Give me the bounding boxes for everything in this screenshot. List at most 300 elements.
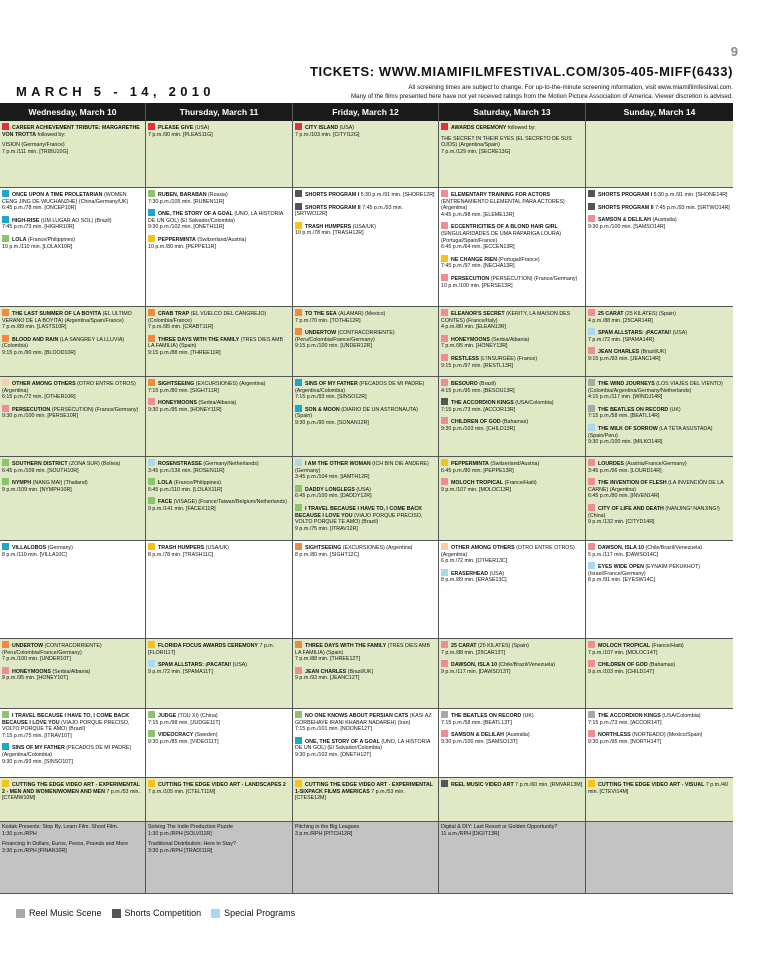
film-title: NO ONE KNOWS ABOUT PERSIAN CATS (305, 713, 409, 719)
program-color-icon (441, 222, 448, 229)
screening-detail: 9:15 p.m./97 min. [RESTL13R] (441, 362, 514, 369)
screening-notice (351, 83, 733, 101)
screening-detail: 7 p.m./129 min. [SECRE13G] (441, 148, 511, 155)
film-title: MOLOCH TROPICAL (451, 480, 504, 487)
screening-detail: 7:15 p.m./73 min. [ACCOR14T] (588, 719, 662, 726)
screening-detail: 9:30 p.m./100 min. [MILKO14R] (588, 439, 663, 446)
notice-line-2: Many of the films presented here have not yet received ratings from the Motion Picture Association of America. Viewer discretion is advised. (351, 93, 733, 100)
program-color-icon (2, 641, 9, 648)
schedule-cell (439, 457, 586, 541)
screening-entry[interactable] (441, 780, 583, 789)
schedule-cell (0, 822, 146, 894)
screening-detail: Pitching in the Big Leagues (295, 824, 360, 830)
screening-entry[interactable] (148, 824, 290, 837)
screening-entry[interactable] (441, 569, 583, 584)
screening-detail: 7 p.m./90 min. [PLEAS11G] (148, 131, 213, 138)
film-title: THE INVENTION OF FLESH (598, 480, 667, 487)
film-title: TO THE SEA (305, 311, 337, 317)
program-color-icon (588, 504, 595, 511)
screening-detail: 9 p.m./107 min. [MOLOC13R] (441, 486, 512, 493)
film-title: THE MILK OF SORROW (598, 425, 658, 432)
screening-entry[interactable] (148, 478, 290, 493)
screening-detail: (25 KILATES) (Spain) (625, 311, 676, 317)
screening-entry[interactable] (588, 504, 731, 526)
screening-detail: (VIAJO PORQUE PRECISO, VOLTO PORQUE TE AMO) (Brazil) (2, 719, 130, 733)
screening-detail: (USA/Colombia) (662, 713, 701, 719)
program-color-icon (588, 478, 595, 485)
screening-entry[interactable] (588, 405, 731, 420)
screening-detail: (UNO, LA HISTORIA DE UN GOL) (El Salvador/Colombia) (148, 211, 284, 224)
screening-entry[interactable] (441, 255, 583, 270)
program-color-icon (2, 478, 9, 485)
screening-entry[interactable] (295, 543, 436, 558)
film-title: JUDGE (158, 713, 177, 719)
screening-entry[interactable] (441, 379, 583, 394)
film-title: SINS OF MY FATHER (305, 381, 358, 387)
screening-entry[interactable] (148, 123, 290, 138)
screening-entry[interactable] (441, 398, 583, 413)
screening-entry[interactable] (148, 190, 290, 205)
program-color-icon (295, 309, 302, 316)
notice-line-1: All screening times are subject to change. For up-to-the-minute screening information, visit www.miamifilmfestival.com. (408, 84, 733, 91)
program-color-icon (148, 711, 155, 718)
screening-entry[interactable] (441, 660, 583, 675)
screening-detail: (LA SANGREY LA LLUVIA) (Colombia) (2, 336, 125, 350)
screening-entry[interactable] (588, 543, 731, 558)
screening-entry[interactable] (2, 235, 143, 250)
screening-entry[interactable] (295, 667, 436, 682)
screening-entry[interactable] (148, 309, 290, 331)
schedule-cell (146, 822, 293, 894)
screening-detail: (Serbia/Albania) (491, 336, 530, 343)
screening-detail: (ZONA SUR) (Bolivia) (69, 461, 121, 467)
screening-detail: 7 p.m./105 min. [CTELT11M] (148, 788, 216, 795)
screening-entry[interactable] (2, 216, 143, 231)
screening-detail: (Brazil/UK) (347, 668, 374, 675)
screening-detail: THE SECRET IN THEIR EYES (EL SECRETO DE SUS OJOS) (Argentina/Spain) (441, 135, 572, 149)
screening-detail: 7:15 p.m./75 min. [ITRAV10T] (2, 732, 72, 739)
screening-detail: 3:45 p.m./96 min. [LOURD14R] (588, 467, 662, 474)
legend (16, 908, 305, 918)
schedule-cell (0, 541, 146, 639)
screening-detail: 7:30 p.m./105 min. [RUBEN11R] (148, 198, 225, 205)
film-title: ONE, THE STORY OF A GOAL (305, 738, 380, 745)
program-color-icon (588, 215, 595, 222)
tickets-heading: TICKETS: WWW.MIAMIFILMFESTIVAL.COM/305-405-MIFF(6433) (309, 64, 733, 79)
legend-swatch-icon (211, 909, 220, 918)
film-title: HONEYMOONS (158, 400, 197, 407)
screening-entry[interactable] (588, 424, 731, 446)
film-title: THREE DAYS WITH THE FAMILY (158, 336, 240, 343)
program-color-icon (441, 123, 448, 130)
program-color-icon (588, 424, 595, 431)
screening-entry[interactable] (2, 123, 143, 138)
screening-entry[interactable] (441, 543, 583, 565)
screening-entry[interactable] (148, 543, 290, 558)
film-title: SIGHTSEEING (158, 381, 195, 387)
screening-entry[interactable] (2, 641, 143, 663)
screening-detail: (France/Haiti) (651, 643, 684, 649)
program-color-icon (2, 235, 9, 242)
program-color-icon (588, 780, 595, 787)
film-title: SON & MOON (305, 406, 340, 413)
program-color-icon (2, 123, 9, 130)
screening-detail: 9:15 p.m./88 min. [THREE11R] (148, 349, 221, 356)
screening-detail: (UK) (669, 406, 681, 413)
screening-detail: (USA) (672, 330, 688, 337)
screening-detail: 8 p.m./89 min. [ERASE13C] (441, 577, 507, 584)
program-color-icon (148, 123, 155, 130)
screening-detail: 7:15 p.m./80 min. [SIGHT11R] (148, 387, 219, 394)
screening-entry[interactable] (441, 417, 583, 432)
screening-detail: (UM LUGAR AO SOL) (Brazil) (40, 217, 112, 224)
screening-entry[interactable] (588, 309, 731, 324)
screening-entry[interactable] (441, 123, 583, 132)
screening-detail: 7:15 p.m./58 min. [BEATL13T] (441, 719, 512, 726)
screening-detail: 3:30 p.m./RPH [FINAN10R] (2, 847, 67, 854)
screening-detail: (UNO, LA HISTORIA DE UN GOL) (El Salvador/Colombia) (295, 738, 431, 752)
screening-entry[interactable] (588, 203, 731, 212)
screening-detail: (Bahamas) (649, 662, 676, 669)
screening-detail: 9:30 p.m./103 min. [CHILD13R] (441, 425, 515, 432)
screening-entry[interactable] (588, 215, 731, 230)
screening-detail: 7 p.m./111 min. [TRIBU10G] (2, 148, 69, 155)
screening-entry[interactable] (148, 379, 290, 394)
schedule-cell (146, 307, 293, 377)
screening-entry[interactable] (441, 711, 583, 726)
screening-entry[interactable] (441, 478, 583, 493)
screening-detail: (LA INVENCIÓN DE LA CARNE) (Argentina) (588, 480, 724, 493)
program-color-icon (2, 459, 9, 466)
film-title: AWARDS CEREMONY (451, 125, 507, 131)
film-title: ERASERHEAD (451, 570, 489, 577)
film-title: CITY ISLAND (305, 125, 339, 131)
screening-entry[interactable] (2, 379, 143, 401)
screening-detail: (Sweden) (194, 732, 218, 739)
program-color-icon (441, 255, 448, 262)
film-title: TRASH HUMPERS (158, 545, 205, 551)
screening-entry[interactable] (2, 405, 143, 420)
screening-entry[interactable] (148, 711, 290, 726)
screening-detail: (Serbia/Albania) (198, 400, 237, 407)
program-color-icon (441, 730, 448, 737)
screening-detail: 7:45 p.m./97 min. [NECHA13R] (441, 263, 515, 270)
screening-detail: 6 p.m./72 min. [OTHER13C] (441, 558, 508, 565)
screening-detail: (France/Haiti) (504, 480, 537, 487)
program-color-icon (441, 459, 448, 466)
film-title: HIGH-RISE (12, 217, 40, 224)
screening-entry[interactable] (295, 485, 436, 500)
screening-detail: (L'INSURGÉE) (France) (480, 355, 538, 362)
program-color-icon (148, 543, 155, 550)
screening-entry[interactable] (295, 711, 436, 733)
program-color-icon (148, 209, 155, 216)
film-title: DAWSON, ISLA 10 (451, 662, 498, 669)
screening-detail: 6:45 p.m./78 min. [ONCEP10R] (2, 205, 76, 212)
legend-item (16, 908, 102, 918)
screening-detail: 7 p.m./100 min. [UNDER10T] (2, 656, 71, 663)
program-color-icon (148, 398, 155, 405)
screening-entry[interactable] (295, 737, 436, 759)
film-title: ONE, THE STORY OF A GOAL (158, 211, 233, 218)
screening-detail: (Switzerland/Austria) (197, 236, 247, 243)
schedule-cell (293, 709, 439, 778)
schedule-cell (293, 121, 439, 188)
film-title: VILLALOBOS (12, 545, 47, 551)
screening-entry[interactable] (441, 641, 583, 656)
screening-detail: Kodak Presents: Stop By. Learn Film. Shoot Film. (2, 824, 119, 830)
screening-detail: (PERSÉCUTION) (France/Germany) (490, 275, 578, 282)
screening-entry[interactable] (295, 379, 436, 401)
screening-detail: 7 p.m./103 min. [CITYI12G] (295, 131, 360, 138)
screening-entry[interactable] (2, 478, 143, 493)
screening-entry[interactable] (588, 379, 731, 401)
screening-detail: 7:15 p.m./93 min. [SINSO12R] (295, 394, 367, 401)
screening-entry[interactable] (2, 190, 143, 212)
program-color-icon (441, 190, 448, 197)
screening-entry[interactable] (148, 641, 290, 656)
screening-entry[interactable] (295, 780, 436, 802)
schedule-cell (146, 121, 293, 188)
screening-detail: (ALAMAR) (Mexico) (338, 311, 386, 317)
screening-detail: Solving The Indie Production Puzzle (148, 824, 233, 830)
screening-entry[interactable] (2, 309, 143, 331)
screening-detail: (WOMEN CENG JING DE WUCHANZHE) (China/Germany/UK) (2, 192, 129, 205)
screening-entry[interactable] (2, 142, 143, 155)
screening-entry[interactable] (295, 459, 436, 481)
screening-entry[interactable] (2, 824, 143, 837)
screening-entry[interactable] (441, 730, 583, 745)
screening-entry[interactable] (148, 730, 290, 745)
screening-detail: (Russia) (208, 192, 228, 198)
film-title: PLEASE GIVE (158, 125, 194, 131)
screening-detail: 3:45 p.m./104 min. [IAMTH12R] (295, 474, 370, 481)
screening-entry[interactable] (588, 660, 731, 675)
film-title: CUTTING THE EDGE VIDEO ART - VISUAL (598, 782, 705, 788)
screening-entry[interactable] (148, 780, 290, 795)
film-title: FLORIDA FOCUS AWARDS CEREMONY (158, 643, 258, 649)
film-title: SHORTS PROGRAM II (305, 204, 361, 211)
program-color-icon (295, 543, 302, 550)
screening-detail: (Austria/France/Germany) (625, 461, 687, 467)
screening-detail: 7:45 p.m./73 min. [HIGHR10R] (2, 224, 75, 231)
screening-entry[interactable] (441, 136, 583, 156)
film-title: TRASH HUMPERS (305, 223, 352, 230)
program-color-icon (441, 569, 448, 576)
schedule-cell (146, 377, 293, 457)
screening-detail: 6:45 p.m./80 min. [PEPPE13R] (441, 467, 514, 474)
film-title: THE ACCORDION KINGS (598, 713, 661, 719)
legend-label: Reel Music Scene (29, 908, 102, 918)
screening-entry[interactable] (148, 398, 290, 413)
film-title: REEL MUSIC VIDEO ART (451, 782, 514, 788)
screening-entry[interactable] (148, 841, 290, 854)
film-title: BESOURO (451, 381, 478, 387)
screening-entry[interactable] (588, 562, 731, 584)
screening-detail: 9 p.m./132 min. [CITYD14R] (588, 519, 655, 526)
film-title: EYES WIDE OPEN (598, 564, 644, 571)
screening-entry[interactable] (2, 667, 143, 682)
program-color-icon (441, 274, 448, 281)
screening-entry[interactable] (441, 824, 583, 837)
screening-detail: (Germany/Netherlands) (203, 461, 259, 467)
film-title: THE ACCORDION KINGS (451, 400, 514, 407)
program-color-icon (295, 459, 302, 466)
screening-entry[interactable] (441, 274, 583, 289)
film-title: SPAM ALLSTARS: ¡PACATAI! (598, 330, 672, 337)
film-title: I TRAVEL BECAUSE I HAVE TO, I COME BACK BECAUSE I LOVE YOU (295, 505, 423, 519)
screening-entry[interactable] (148, 209, 290, 231)
screening-detail: (USA) (339, 125, 355, 131)
program-color-icon (295, 737, 302, 744)
screening-detail: 9:30 p.m./100 min. [SAMSO13T] (441, 738, 518, 745)
screening-entry[interactable] (441, 335, 583, 350)
film-title: MOLOCH TROPICAL (598, 643, 651, 649)
screening-detail: (Portugal/France) (498, 256, 540, 263)
screening-entry[interactable] (295, 824, 436, 837)
screening-detail: (SINGULARIDADES DE UMA RAPARIGA LOURA) (Portugal/Spain/France) (441, 230, 561, 244)
screening-entry[interactable] (2, 459, 143, 474)
screening-entry[interactable] (2, 841, 143, 854)
screening-detail: 6:45 p.m./100 min. [DADDY12R] (295, 493, 372, 500)
screening-detail: 7 p.m./40 min. [CTEVI14M] (588, 782, 728, 795)
program-color-icon (2, 780, 9, 787)
screening-entry[interactable] (148, 335, 290, 357)
program-color-icon (441, 417, 448, 424)
screening-detail: 7 p.m./95 min. [CRABT11R] (148, 324, 214, 331)
film-title: RESTLESS (451, 355, 479, 362)
screening-detail: 4 p.m./88 min. [25CAR14R] (588, 317, 653, 324)
screening-detail: (PECADOS DE MI PADRE) (Argentina/Colombia) (295, 381, 425, 394)
screening-detail: 9:30 p.m./100 min. [SAMSO14R] (588, 223, 666, 230)
program-color-icon (588, 405, 595, 412)
screening-detail: (Serbia/Albania) (52, 668, 91, 675)
screening-entry[interactable] (295, 309, 436, 324)
film-title: OTHER AMONG OTHERS (451, 545, 515, 551)
program-color-icon (441, 660, 448, 667)
screening-entry[interactable] (588, 641, 731, 656)
screening-detail: (Switzerland/Austria) (490, 461, 540, 467)
screening-detail: (EXCURSIONES) (Argentina) (195, 381, 266, 387)
schedule-cell (293, 639, 439, 709)
film-title: FACE (158, 499, 173, 506)
screening-detail: 1:30 p.m./RPH [SOLVI11R] (148, 830, 212, 837)
program-color-icon (588, 347, 595, 354)
schedule-cell (586, 457, 733, 541)
screening-detail: (Chile/Brazil/Venezuela) (498, 662, 556, 669)
program-color-icon (148, 478, 155, 485)
screening-entry[interactable] (295, 641, 436, 663)
schedule-cell (586, 822, 733, 894)
screening-entry[interactable] (295, 123, 436, 138)
screening-entry[interactable] (148, 660, 290, 675)
screening-entry[interactable] (2, 335, 143, 357)
screening-detail: 9 p.m./75 min. [ITRAV12R] (295, 525, 358, 532)
screening-detail: (Brazil) (479, 381, 497, 387)
screening-entry[interactable] (588, 347, 731, 362)
screening-detail: (LA TETA ASUSTADA) (Spain/Peru) (588, 425, 713, 439)
screening-entry[interactable] (441, 354, 583, 369)
screening-entry[interactable] (295, 328, 436, 350)
film-title: SHORTS PROGRAM I (598, 192, 653, 198)
screening-entry[interactable] (148, 497, 290, 512)
screening-entry[interactable] (2, 743, 143, 765)
screening-entry[interactable] (295, 222, 436, 237)
program-color-icon (2, 743, 9, 750)
program-color-icon (588, 190, 595, 197)
program-color-icon (2, 667, 9, 674)
screening-detail: 4:15 p.m./117 min. [WINDJ14R] (588, 394, 663, 401)
screening-detail: 9 p.m./93 min. [JEANC12T] (295, 675, 360, 682)
screening-detail: (NANJING! NANJING!) (China) (588, 505, 720, 519)
screening-entry[interactable] (441, 459, 583, 474)
screening-detail: 10 p.m./80 min. [PEPPE11R] (148, 243, 216, 250)
screening-entry[interactable] (588, 459, 731, 474)
screening-entry[interactable] (2, 711, 143, 739)
screening-entry[interactable] (588, 730, 731, 745)
screening-entry[interactable] (588, 478, 731, 500)
screening-entry[interactable] (588, 328, 731, 343)
screening-detail: (EYNAIM PEKUKHOT) (Israel/France/Germany) (588, 564, 700, 577)
screening-entry[interactable] (295, 405, 436, 427)
screening-entry[interactable] (295, 203, 436, 218)
screening-entry[interactable] (2, 780, 143, 802)
legend-swatch-icon (112, 909, 121, 918)
program-color-icon (2, 379, 9, 386)
screening-detail: 9:15 p.m./100 min. [UNDER12R] (295, 343, 372, 350)
schedule-cell (0, 121, 146, 188)
screening-detail: 7 p.m./107 min. [MOLOC14T] (588, 649, 658, 656)
screening-entry[interactable] (588, 190, 731, 199)
screening-detail: (France/Philippines) (173, 480, 222, 487)
film-title: THE WIND JOURNEYS (598, 381, 655, 387)
screening-detail: (Brazil/UK) (640, 349, 667, 356)
screening-detail: 3:30 p.m./RPH [TRADI11R] (148, 847, 213, 854)
screening-detail: (Germany) (47, 545, 73, 551)
screening-detail: 7:15 p.m./58 min. [BEATL14R] (588, 413, 660, 420)
film-title: SHORTS PROGRAM I (305, 192, 360, 198)
screening-detail: VISION (Germany/France) (2, 142, 65, 149)
program-color-icon (441, 335, 448, 342)
screening-entry[interactable] (441, 190, 583, 218)
screening-detail: (EL VUELCO DEL CANGREJO) (Colombia/France) (148, 311, 267, 324)
screening-entry[interactable] (295, 504, 436, 532)
schedule-cell (146, 709, 293, 778)
schedule-cell (439, 188, 586, 307)
screening-entry[interactable] (295, 190, 436, 199)
screening-entry[interactable] (2, 543, 143, 558)
screening-entry[interactable] (148, 235, 290, 250)
screening-entry[interactable] (588, 780, 731, 795)
screening-detail: 9:30 p.m./95 min. [HONEY11R] (148, 406, 222, 413)
film-title: OTHER AMONG OTHERS (12, 381, 76, 387)
screening-detail: 9 p.m./103 min. [CHILD14T] (588, 668, 654, 675)
screening-entry[interactable] (441, 309, 583, 331)
screening-detail: (USA/UK) (205, 545, 229, 551)
program-color-icon (2, 309, 9, 316)
screening-detail: (VISAGE) (France/Taiwan/Belgium/Netherlands) (173, 499, 287, 506)
screening-detail: 7:45 p.m./93 min. [SRTWO14R] (655, 204, 730, 211)
screening-detail: 6:45 p.m./109 min. [SOUTH10R] (2, 467, 79, 474)
screening-detail: (TRES DIES AMB LA FAMILIA) (Spain) (148, 336, 284, 350)
program-color-icon (148, 641, 155, 648)
screening-detail: (PERSÉCUTION) (France/Germany) (51, 406, 139, 413)
screening-entry[interactable] (148, 459, 290, 474)
screening-entry[interactable] (588, 711, 731, 726)
screening-detail: 4 p.m./80 min. [ELEAN13R] (441, 324, 507, 331)
screening-entry[interactable] (441, 222, 583, 250)
program-color-icon (441, 641, 448, 648)
